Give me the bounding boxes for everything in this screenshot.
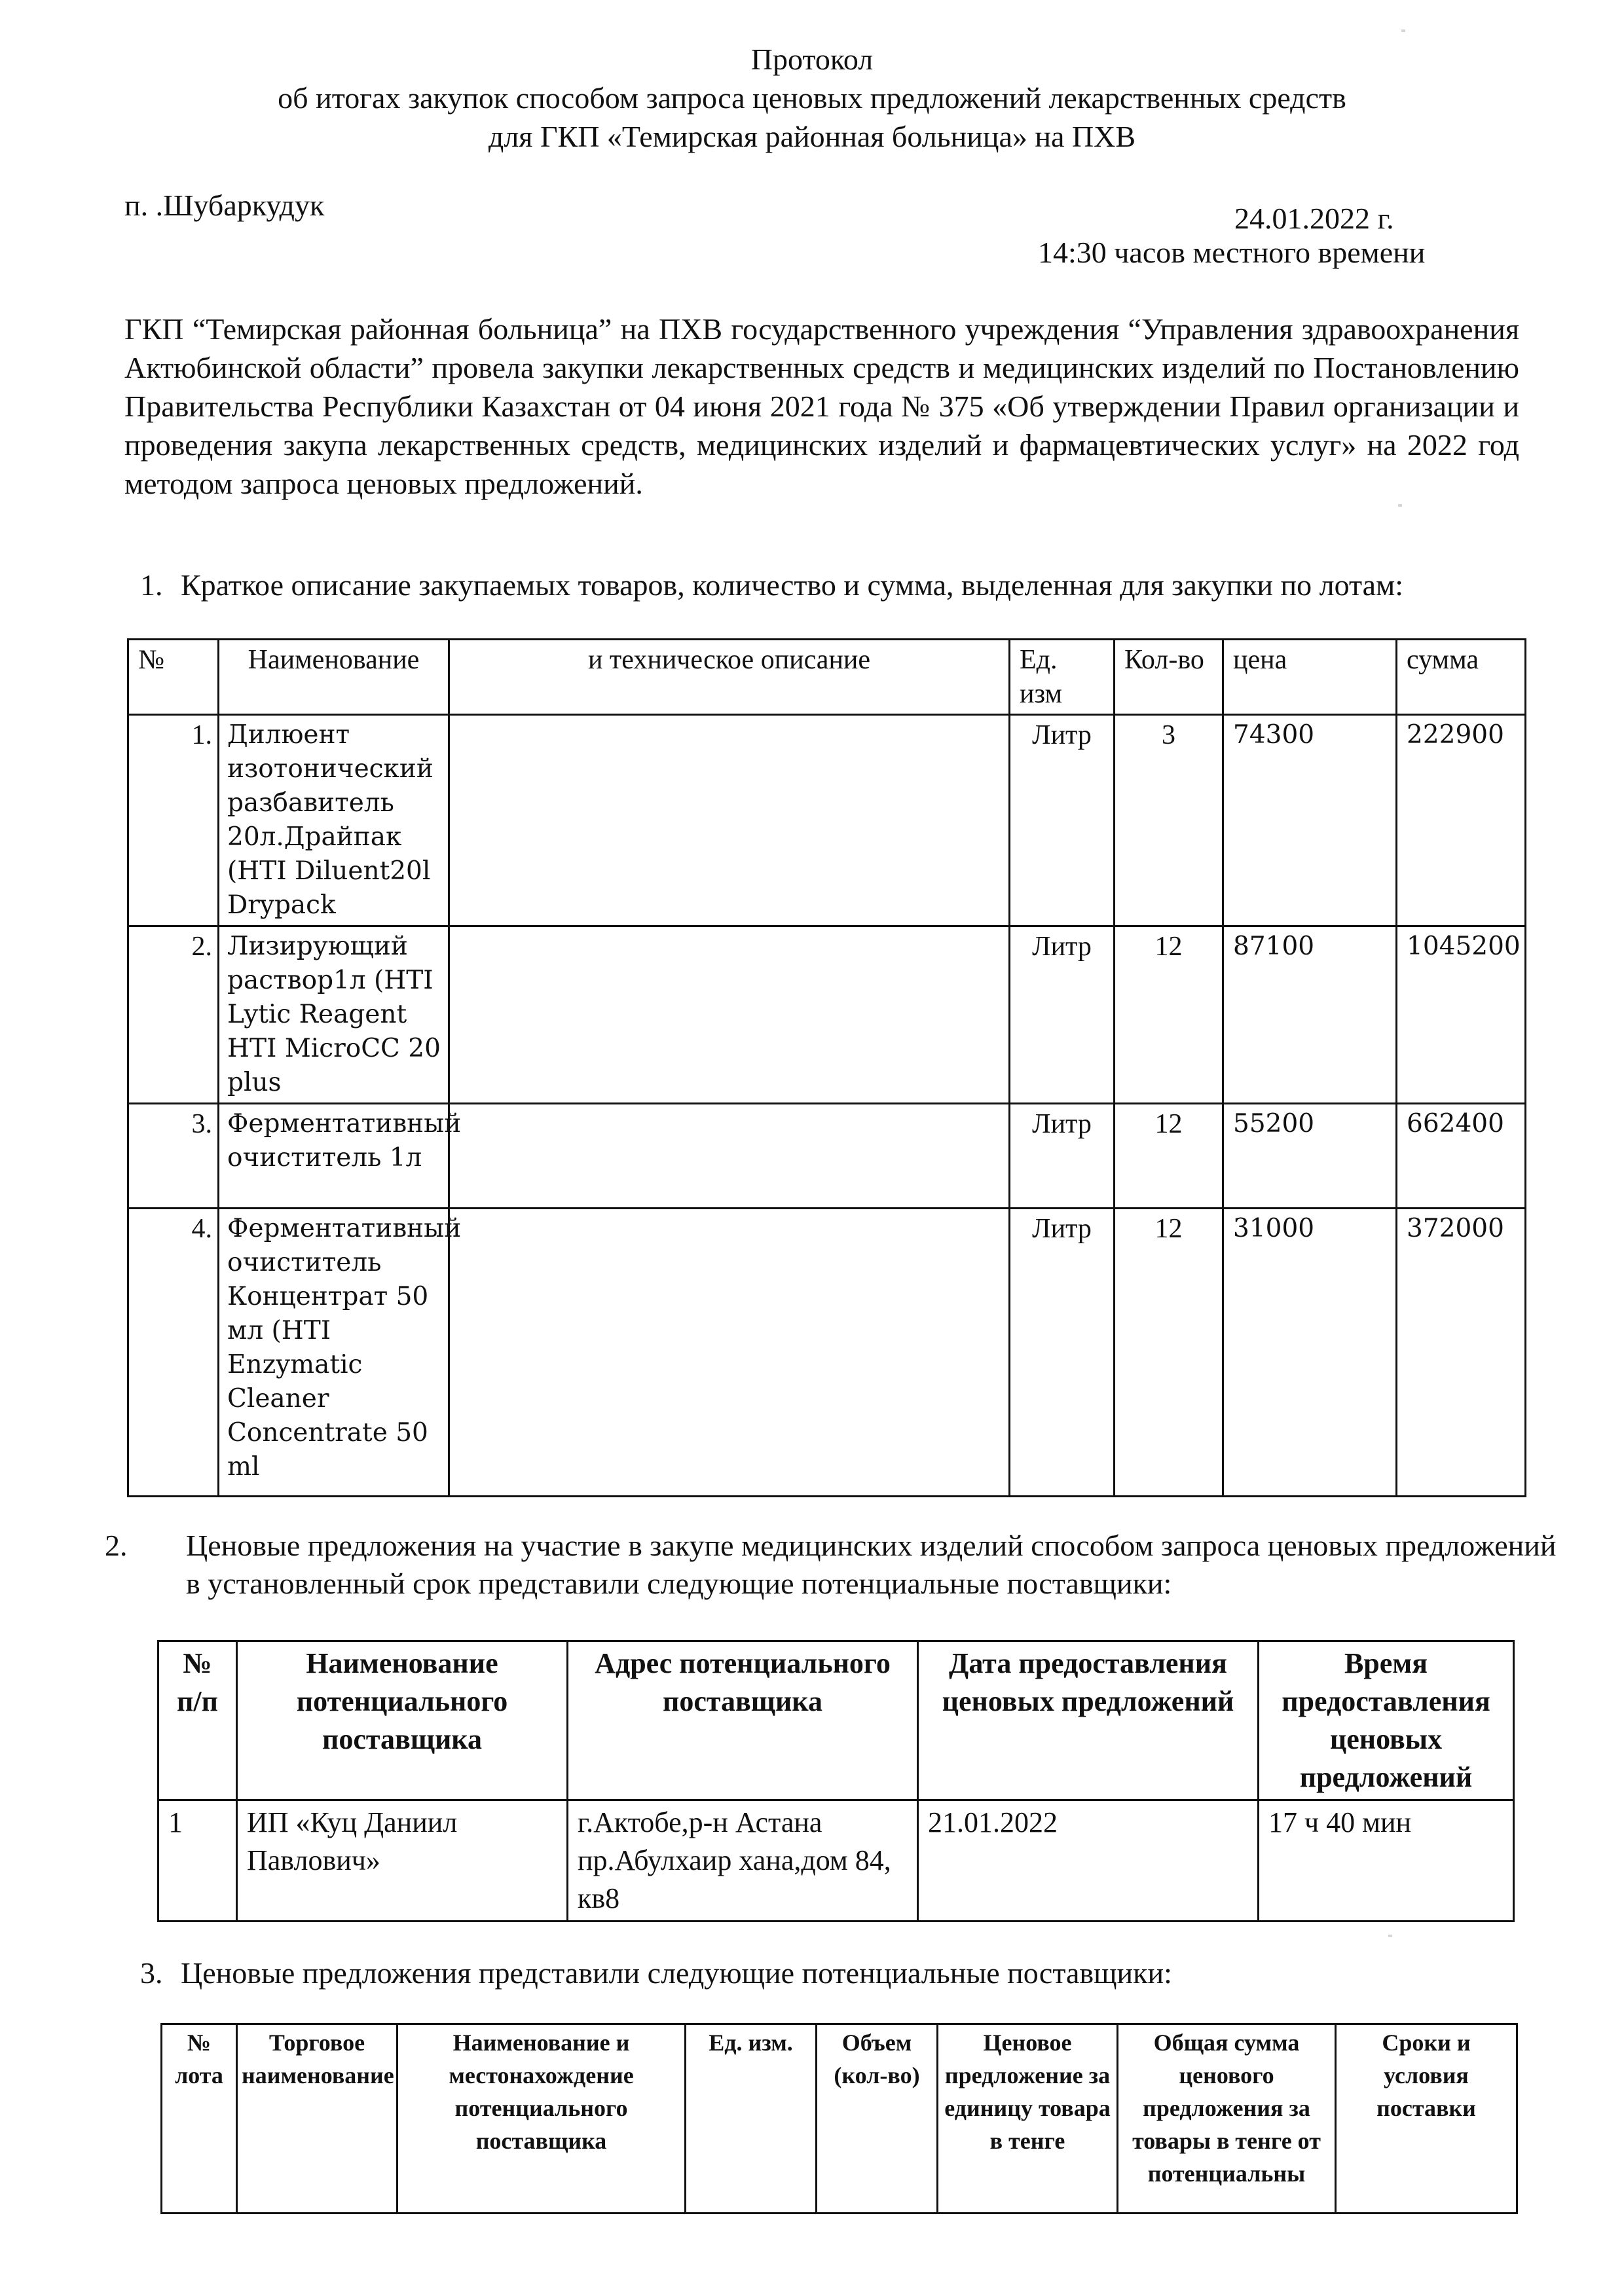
location: п. .Шубаркудук [124, 189, 325, 222]
table-row [158, 1800, 1514, 1922]
header-submission-date: Дата предоставления ценовых предложений [918, 1641, 1259, 1800]
document-date: 24.01.2022 г. [1234, 202, 1394, 235]
row-qty: 12 [1115, 1209, 1223, 1497]
header-price: цена [1223, 640, 1397, 715]
price-offers-table-header [162, 2024, 1517, 2214]
section2-heading [105, 1527, 1561, 1603]
row-name: Дилюент изотонический разбавитель 20л.Драйпак (HTI Diluent20l Drypack [219, 715, 449, 926]
header-unit: Ед. изм. [686, 2024, 817, 2214]
header-trade-name: Торговое наименование [237, 2024, 397, 2214]
section2-heading-text: Ценовые предложения на участие в закупе медицинских изделий способом запроса ценовых предложений в установленный срок представили следующие потенциальные поставщики: [186, 1529, 1557, 1600]
header-unit: Ед. изм [1010, 640, 1115, 715]
header-supplier-address: Адрес потенциального поставщика [568, 1641, 918, 1800]
header-volume: Объем (кол-во) [817, 2024, 938, 2214]
row-description [449, 1209, 1010, 1497]
row-qty: 12 [1115, 1104, 1223, 1209]
lots-table-header [128, 640, 1526, 715]
row-supplier-name: ИП «Куц Даниил Павлович» [237, 1800, 568, 1922]
row-description [449, 1104, 1010, 1209]
document-title: Протокол [750, 43, 874, 76]
scan-speck [1398, 504, 1402, 507]
section1-heading [140, 566, 1528, 604]
row-qty: 3 [1115, 715, 1223, 926]
row-price: 87100 [1223, 926, 1397, 1104]
lots-table [127, 638, 1526, 1497]
row-sum: 662400 [1397, 1104, 1526, 1209]
section3-heading [140, 1954, 1515, 1992]
row-sum: 372000 [1397, 1209, 1526, 1497]
row-description [449, 926, 1010, 1104]
row-price: 31000 [1223, 1209, 1397, 1497]
row-num: 1. [128, 715, 219, 926]
row-num: 1 [158, 1800, 237, 1922]
scan-speck [1388, 1935, 1392, 1937]
row-name: Ферментативный очиститель Концентрат 50 мл (HTI Enzymatic Cleaner Concentrate 50 ml [219, 1209, 449, 1497]
header-num: № п/п [158, 1641, 237, 1800]
row-description [449, 715, 1010, 926]
row-submission-date: 21.01.2022 [918, 1800, 1259, 1922]
document-time: 14:30 часов местного времени [1038, 236, 1426, 269]
header-supplier: Наименование и местонахождение потенциального поставщика [397, 2024, 686, 2214]
section1-heading-text: Краткое описание закупаемых товаров, количество и сумма, выделенная для закупки по лотам: [181, 568, 1403, 602]
row-name: Ферментативный очиститель 1л [219, 1104, 449, 1209]
header-terms: Сроки и условия поставки [1336, 2024, 1517, 2214]
row-num: 4. [128, 1209, 219, 1497]
header-qty: Кол-во [1115, 640, 1223, 715]
row-unit: Литр [1010, 715, 1115, 926]
row-name: Лизирующий раствор1л (HTI Lytic Reagent HTI MicroCC 20 plus [219, 926, 449, 1104]
price-offers-table [160, 2023, 1518, 2214]
header-sum: сумма [1397, 640, 1526, 715]
row-supplier-address: г.Актобе,р-н Астана пр.Абулхаир хана,дом 84, кв8 [568, 1800, 918, 1922]
row-price: 55200 [1223, 1104, 1397, 1209]
table-row [128, 1209, 1526, 1497]
header-name: Наименование [219, 640, 449, 715]
suppliers-table-header [158, 1641, 1514, 1800]
row-num: 2. [128, 926, 219, 1104]
header-unit-price: Ценовое предложение за единицу товара в тенге [938, 2024, 1118, 2214]
header-total: Общая сумма ценового предложения за товары в тенге от потенциальны [1118, 2024, 1336, 2214]
row-qty: 12 [1115, 926, 1223, 1104]
section3-heading-text: Ценовые предложения представили следующие потенциальные поставщики: [181, 1956, 1172, 1990]
intro-paragraph: ГКП “Темирская районная больница” на ПХВ государственного учреждения “Управления здравоохранения Актюбинской области” провела закупки лекарственных средств и медицинских изделий по Постановлению Правительства Республики Казахстан от 04 июня 2021 года № 375 «Об утверждении Правил организации и проведения закупа лекарственных средств, медицинских изделий и фармацевтических услуг» на 2022 год методом запроса ценовых предложений. [124, 312, 1519, 500]
row-sum: 222900 [1397, 715, 1526, 926]
table-row [128, 715, 1526, 926]
document-subtitle-line1: об итогах закупок способом запроса ценовых предложений лекарственных средств [278, 81, 1346, 115]
header-description: и техническое описание [449, 640, 1010, 715]
table-row [128, 926, 1526, 1104]
header-supplier-name: Наименование потенциального поставщика [237, 1641, 568, 1800]
section2-number: 2. [105, 1529, 128, 1562]
row-submission-time: 17 ч 40 мин [1259, 1800, 1514, 1922]
suppliers-table [157, 1640, 1515, 1922]
section3-number: 3. [140, 1956, 163, 1990]
row-num: 3. [128, 1104, 219, 1209]
row-price: 74300 [1223, 715, 1397, 926]
header-submission-time: Время предоставления ценовых предложений [1259, 1641, 1514, 1800]
scan-speck [1401, 29, 1405, 32]
section1-number: 1. [140, 568, 163, 602]
document-subtitle-line2: для ГКП «Темирская районная больница» на ПХВ [488, 120, 1136, 153]
row-unit: Литр [1010, 926, 1115, 1104]
header-num: № [128, 640, 219, 715]
row-unit: Литр [1010, 1209, 1115, 1497]
table-row [128, 1104, 1526, 1209]
row-sum: 1045200 [1397, 926, 1526, 1104]
header-lot: № лота [162, 2024, 237, 2214]
row-unit: Литр [1010, 1104, 1115, 1209]
